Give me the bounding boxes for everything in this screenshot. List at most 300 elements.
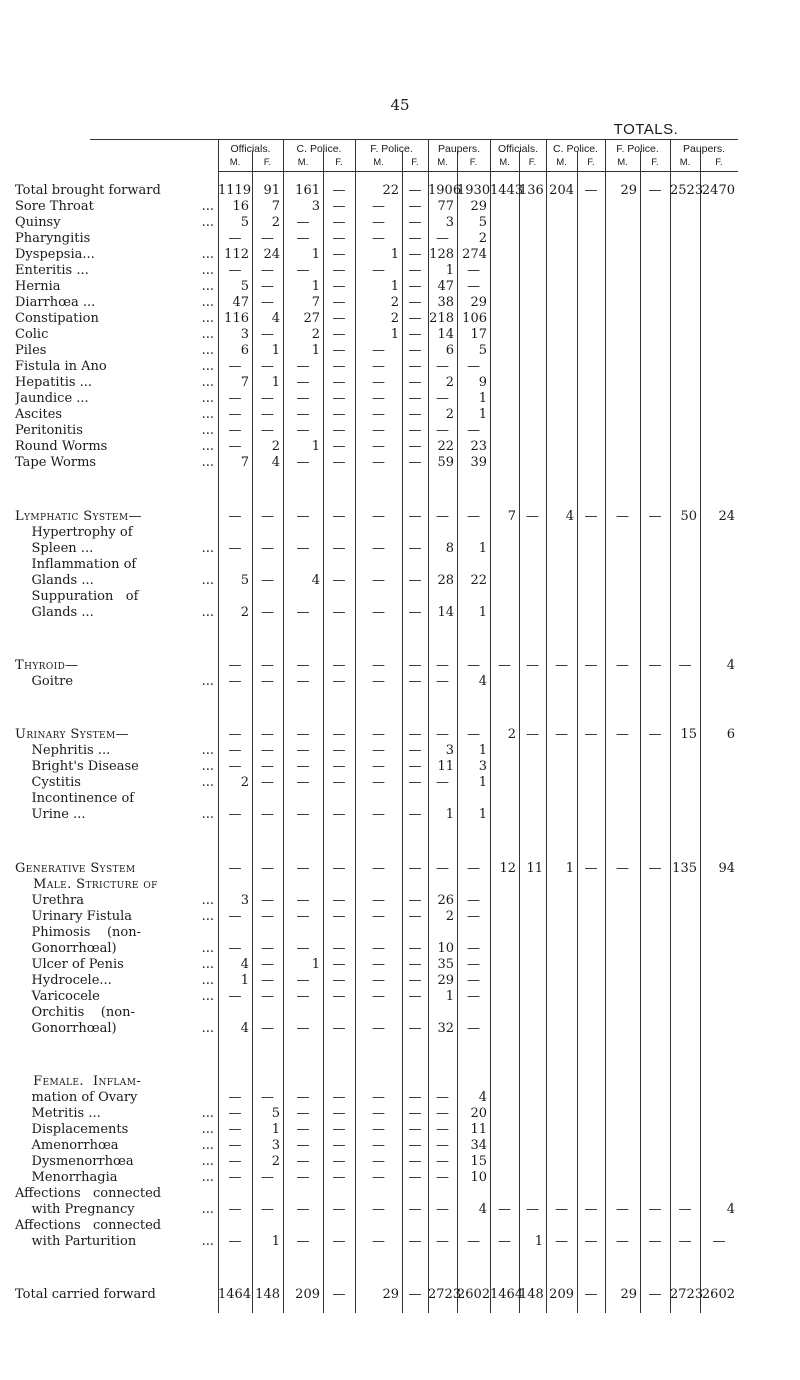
table-cell: 1	[311, 247, 320, 262]
row-label	[15, 199, 218, 215]
row-label-text: with Pregnancy	[15, 1202, 135, 1217]
table-cell: —	[372, 893, 385, 908]
table-cell: —	[436, 1106, 449, 1121]
column-group-header: Officials.	[230, 143, 271, 155]
table-cell: —	[372, 1090, 385, 1105]
table-cell: 2	[445, 909, 454, 924]
table-cell: 1930	[457, 183, 491, 198]
table-cell: —	[372, 989, 385, 1004]
table-cell: 1	[390, 247, 399, 262]
table-cell: —	[332, 183, 346, 198]
table-cell: 7	[240, 455, 249, 470]
table-cell: 135	[672, 861, 697, 876]
row-label-text: Cystitis	[15, 775, 81, 790]
table-cell: —	[372, 759, 385, 774]
row-label-text: Male. Stricture of	[15, 877, 158, 892]
table-cell: —	[332, 263, 346, 278]
row-label	[15, 541, 218, 557]
leader-dots: ...	[201, 541, 214, 556]
row-label-text: Orchitis (non-	[15, 1005, 135, 1020]
table-cell: —	[332, 727, 346, 742]
table-row	[0, 1021, 800, 1037]
column-sub-header: M.	[499, 157, 510, 168]
table-cell: 1	[478, 775, 487, 790]
table-cell: —	[261, 759, 274, 774]
table-cell: —	[228, 909, 242, 924]
table-cell: —	[228, 423, 242, 438]
table-cell: —	[261, 605, 274, 620]
table-cell: —	[616, 658, 629, 673]
leader-dots: ...	[201, 775, 214, 790]
table-cell: —	[228, 743, 242, 758]
table-cell: —	[332, 973, 346, 988]
table-cell: 2	[478, 231, 487, 246]
table-cell: —	[616, 509, 629, 524]
table-cell: —	[616, 861, 629, 876]
row-label	[15, 775, 218, 791]
row-label-text: Total brought forward	[15, 183, 161, 198]
table-cell: —	[436, 423, 449, 438]
table-cell: —	[261, 893, 274, 908]
table-cell: 10	[437, 941, 454, 956]
table-cell: 1	[478, 541, 487, 556]
table-cell: —	[332, 1138, 346, 1153]
table-cell: 5	[240, 215, 249, 230]
leader-dots: ...	[201, 1138, 214, 1153]
table-cell: 3	[240, 893, 249, 908]
table-row	[0, 407, 800, 423]
table-cell: —	[467, 727, 480, 742]
table-cell: 11	[526, 861, 543, 876]
table-cell: —	[436, 674, 449, 689]
table-cell: —	[261, 1021, 274, 1036]
leader-dots: ...	[201, 215, 214, 230]
table-row	[0, 674, 800, 690]
table-cell: 1	[478, 743, 487, 758]
row-label	[15, 605, 218, 621]
leader-dots: ...	[201, 295, 214, 310]
table-cell: 34	[470, 1138, 487, 1153]
table-cell: 24	[263, 247, 280, 262]
table-cell: —	[436, 231, 449, 246]
table-cell: —	[555, 1234, 568, 1249]
leader-dots: ...	[201, 439, 214, 454]
table-cell: —	[616, 727, 629, 742]
table-cell: —	[296, 231, 310, 246]
row-label-text: Sore Throat	[15, 199, 94, 214]
table-cell: —	[436, 658, 449, 673]
table-cell: 3	[271, 1138, 280, 1153]
table-cell: —	[555, 727, 568, 742]
table-cell: 1443	[490, 183, 524, 198]
row-label-text: Affections connected	[15, 1186, 162, 1201]
table-cell: —	[261, 909, 274, 924]
table-cell: —	[228, 759, 242, 774]
table-cell: 2	[271, 1154, 280, 1169]
table-row	[0, 455, 800, 471]
table-cell: —	[372, 1154, 385, 1169]
table-cell: 22	[470, 573, 487, 588]
table-cell: 218	[429, 311, 454, 326]
table-cell: 4	[240, 957, 249, 972]
row-label	[15, 791, 218, 807]
row-label-text: mation of Ovary	[15, 1090, 138, 1105]
leader-dots: ...	[201, 941, 214, 956]
table-cell: 10	[470, 1170, 487, 1185]
table-cell: —	[408, 775, 422, 790]
table-row	[0, 877, 800, 893]
row-label	[15, 909, 218, 925]
table-cell: —	[261, 1170, 274, 1185]
column-group-header: C. Police.	[553, 143, 598, 155]
table-cell: 4	[271, 311, 280, 326]
table-cell: —	[408, 247, 422, 262]
table-cell: 1	[478, 407, 487, 422]
table-cell: 8	[445, 541, 454, 556]
table-cell: 1	[271, 1234, 280, 1249]
table-cell: —	[372, 941, 385, 956]
leader-dots: ...	[201, 1106, 214, 1121]
row-label-text: Enteritis ...	[15, 263, 89, 278]
table-cell: —	[467, 861, 480, 876]
table-cell: —	[408, 1122, 422, 1137]
row-label-text: Suppuration of	[15, 589, 139, 604]
column-sub-header: F.	[587, 157, 595, 168]
table-cell: —	[296, 759, 310, 774]
row-label-text: Bright's Disease	[15, 759, 139, 774]
row-label	[15, 375, 218, 391]
table-cell: 2	[271, 439, 280, 454]
table-cell: 1	[311, 343, 320, 358]
table-cell: —	[372, 573, 385, 588]
table-cell: —	[648, 1234, 662, 1249]
row-label	[15, 1005, 218, 1021]
table-cell: —	[296, 893, 310, 908]
leader-dots: ...	[201, 343, 214, 358]
table-row	[0, 231, 800, 247]
table-cell: —	[261, 327, 274, 342]
row-label-text: Glands ...	[15, 605, 94, 620]
table-cell: 47	[232, 295, 249, 310]
column-sub-header: M.	[297, 157, 309, 168]
table-cell: 1	[390, 279, 399, 294]
table-cell: 209	[295, 1287, 320, 1302]
leader-dots: ...	[201, 247, 214, 262]
table-row	[0, 658, 800, 674]
table-cell: —	[261, 541, 274, 556]
row-label	[15, 215, 218, 231]
table-cell: 2	[507, 727, 516, 742]
table-cell: —	[372, 1106, 385, 1121]
table-cell: 4	[478, 1090, 487, 1105]
row-label-text: Female. Inflam-	[15, 1074, 142, 1089]
row-label-text: Lymphatic System—	[15, 509, 142, 524]
table-cell: —	[332, 455, 346, 470]
table-row	[0, 605, 800, 621]
table-cell: —	[296, 375, 310, 390]
table-cell: —	[228, 391, 242, 406]
table-cell: —	[648, 183, 662, 198]
top-rule	[90, 139, 738, 140]
table-cell: 22	[437, 439, 454, 454]
row-label	[15, 1202, 218, 1218]
table-cell: —	[408, 743, 422, 758]
table-cell: —	[261, 941, 274, 956]
table-cell: 148	[519, 1287, 544, 1302]
table-cell: —	[584, 1202, 598, 1217]
table-row	[0, 1287, 800, 1303]
table-row	[0, 941, 800, 957]
table-cell: 3	[445, 215, 454, 230]
table-cell: —	[296, 215, 310, 230]
table-cell: —	[408, 658, 422, 673]
row-label-text: Menorrhagia	[15, 1170, 118, 1185]
page-number: 45	[390, 96, 410, 114]
leader-dots: ...	[201, 573, 214, 588]
table-cell: 112	[224, 247, 249, 262]
leader-dots: ...	[201, 359, 214, 374]
table-cell: —	[678, 1234, 692, 1249]
row-label-text: Total carried forward	[15, 1287, 156, 1302]
row-label	[15, 989, 218, 1005]
table-cell: —	[332, 439, 346, 454]
table-row	[0, 247, 800, 263]
table-cell: —	[332, 391, 346, 406]
table-cell: —	[296, 743, 310, 758]
leader-dots: ...	[201, 909, 214, 924]
table-cell: —	[261, 658, 274, 673]
row-label-text: Dysmenorrhœa	[15, 1154, 134, 1169]
table-cell: —	[296, 807, 310, 822]
table-cell: —	[408, 1170, 422, 1185]
table-cell: —	[436, 1090, 449, 1105]
table-cell: —	[296, 509, 310, 524]
table-cell: 161	[295, 183, 320, 198]
row-label	[15, 327, 218, 343]
table-cell: —	[436, 775, 449, 790]
table-cell: —	[332, 674, 346, 689]
table-cell: —	[296, 1234, 310, 1249]
row-label	[15, 1170, 218, 1186]
table-cell: —	[296, 263, 310, 278]
row-label	[15, 509, 218, 525]
row-label-text: Constipation	[15, 311, 99, 326]
table-cell: —	[228, 1122, 242, 1137]
column-sub-header: F.	[715, 157, 723, 168]
table-cell: 128	[429, 247, 454, 262]
row-label	[15, 1021, 218, 1037]
table-cell: 2	[240, 775, 249, 790]
table-cell: —	[228, 1138, 242, 1153]
column-sub-header: M.	[556, 157, 567, 168]
table-cell: 1	[478, 605, 487, 620]
table-cell: —	[408, 941, 422, 956]
table-cell: —	[261, 263, 274, 278]
table-cell: —	[372, 439, 385, 454]
table-cell: —	[408, 343, 422, 358]
table-cell: 77	[437, 199, 454, 214]
table-cell: —	[408, 973, 422, 988]
table-cell: 14	[437, 605, 454, 620]
leader-dots: ...	[201, 407, 214, 422]
table-cell: —	[228, 861, 242, 876]
table-cell: —	[467, 957, 480, 972]
table-cell: —	[261, 359, 274, 374]
table-cell: 11	[470, 1122, 487, 1137]
row-label-text: Incontinence of	[15, 791, 135, 806]
table-row	[0, 775, 800, 791]
table-cell: —	[436, 359, 449, 374]
table-cell: 28	[437, 573, 454, 588]
row-label-text: Urine ...	[15, 807, 86, 822]
column-sub-header: F.	[469, 157, 478, 168]
row-label-text: Phimosis (non-	[15, 925, 142, 940]
table-cell: —	[408, 573, 422, 588]
table-cell: —	[408, 359, 422, 374]
leader-dots: ...	[201, 1202, 214, 1217]
table-cell: —	[372, 231, 385, 246]
row-label-text: Generative System	[15, 861, 136, 876]
table-cell: —	[332, 941, 346, 956]
table-cell: —	[228, 989, 242, 1004]
table-cell: —	[408, 1138, 422, 1153]
table-cell: —	[228, 1234, 242, 1249]
table-cell: 27	[303, 311, 320, 326]
table-cell: 4	[726, 1202, 735, 1217]
table-cell: 1	[311, 279, 320, 294]
table-cell: —	[332, 989, 346, 1004]
table-cell: —	[261, 989, 274, 1004]
table-cell: —	[296, 775, 310, 790]
table-cell: —	[526, 1202, 539, 1217]
table-cell: —	[408, 215, 422, 230]
table-cell: —	[584, 658, 598, 673]
table-cell: 116	[224, 311, 249, 326]
table-cell: —	[296, 727, 310, 742]
column-sub-header: M.	[229, 157, 241, 168]
row-label-text: Amenorrhœa	[15, 1138, 119, 1153]
table-cell: —	[408, 439, 422, 454]
row-label	[15, 311, 218, 327]
row-label	[15, 343, 218, 359]
table-cell: —	[332, 1202, 346, 1217]
leader-dots: ...	[201, 807, 214, 822]
table-cell: 17	[470, 327, 487, 342]
column-sub-header: F.	[528, 157, 537, 168]
table-cell: —	[332, 1106, 346, 1121]
row-label	[15, 743, 218, 759]
table-cell: 47	[437, 279, 454, 294]
row-label-text: Hernia	[15, 279, 61, 294]
table-cell: 5	[478, 215, 487, 230]
table-cell: —	[332, 1090, 346, 1105]
table-cell: —	[436, 1122, 449, 1137]
table-cell: —	[228, 727, 242, 742]
table-cell: 4	[478, 1202, 487, 1217]
table-row	[0, 525, 800, 541]
row-label-text: Round Worms	[15, 439, 108, 454]
row-label	[15, 759, 218, 775]
column-group-header: Paupers.	[682, 143, 726, 155]
table-cell: —	[372, 861, 385, 876]
table-cell: —	[296, 1202, 310, 1217]
table-cell: 106	[462, 311, 487, 326]
leader-dots: ...	[201, 455, 214, 470]
table-cell: 1	[534, 1234, 543, 1249]
table-cell: 29	[470, 199, 487, 214]
table-row	[0, 1074, 800, 1090]
table-cell: —	[372, 1202, 385, 1217]
table-cell: —	[372, 407, 385, 422]
table-cell: —	[261, 279, 274, 294]
table-cell: —	[584, 1287, 598, 1302]
table-cell: 7	[507, 509, 516, 524]
table-cell: —	[408, 1021, 422, 1036]
header-rule	[218, 171, 738, 172]
leader-dots: ...	[201, 311, 214, 326]
table-row	[0, 759, 800, 775]
table-cell: —	[584, 509, 598, 524]
table-cell: —	[648, 509, 662, 524]
table-cell: 6	[726, 727, 735, 742]
row-label	[15, 877, 218, 893]
row-label	[15, 1106, 218, 1122]
row-label-text: Gonorrhœal)	[15, 941, 117, 956]
table-row	[0, 509, 800, 525]
table-cell: —	[332, 1021, 346, 1036]
table-cell: —	[408, 311, 422, 326]
table-cell: —	[408, 509, 422, 524]
table-row	[0, 973, 800, 989]
table-cell: 1	[445, 989, 454, 1004]
table-cell: —	[332, 759, 346, 774]
table-cell: —	[372, 605, 385, 620]
row-label-text: Gonorrhœal)	[15, 1021, 117, 1036]
table-cell: 2523	[670, 183, 704, 198]
table-cell: —	[372, 1122, 385, 1137]
table-cell: 59	[437, 455, 454, 470]
row-label-text: Diarrhœa ...	[15, 295, 96, 310]
table-row	[0, 589, 800, 605]
table-cell: —	[408, 909, 422, 924]
table-row	[0, 1138, 800, 1154]
table-cell: —	[408, 1287, 422, 1302]
table-cell: —	[261, 973, 274, 988]
row-label	[15, 727, 218, 743]
table-cell: —	[584, 727, 598, 742]
table-cell: —	[332, 295, 346, 310]
row-label-text: Varicocele	[15, 989, 100, 1004]
row-label	[15, 861, 218, 877]
row-label	[15, 674, 218, 690]
table-row	[0, 1234, 800, 1250]
table-cell: —	[436, 1170, 449, 1185]
row-label-text: Colic	[15, 327, 49, 342]
table-cell: —	[332, 407, 346, 422]
column-sub-header: F.	[651, 157, 659, 168]
table-row	[0, 957, 800, 973]
table-cell: —	[408, 295, 422, 310]
table-cell: —	[372, 199, 385, 214]
table-cell: 91	[263, 183, 280, 198]
table-cell: —	[228, 407, 242, 422]
table-cell: —	[332, 605, 346, 620]
table-cell: —	[408, 327, 422, 342]
row-label	[15, 1218, 218, 1234]
table-cell: 1	[240, 973, 249, 988]
column-sub-header: M.	[679, 157, 691, 168]
table-cell: 32	[437, 1021, 454, 1036]
